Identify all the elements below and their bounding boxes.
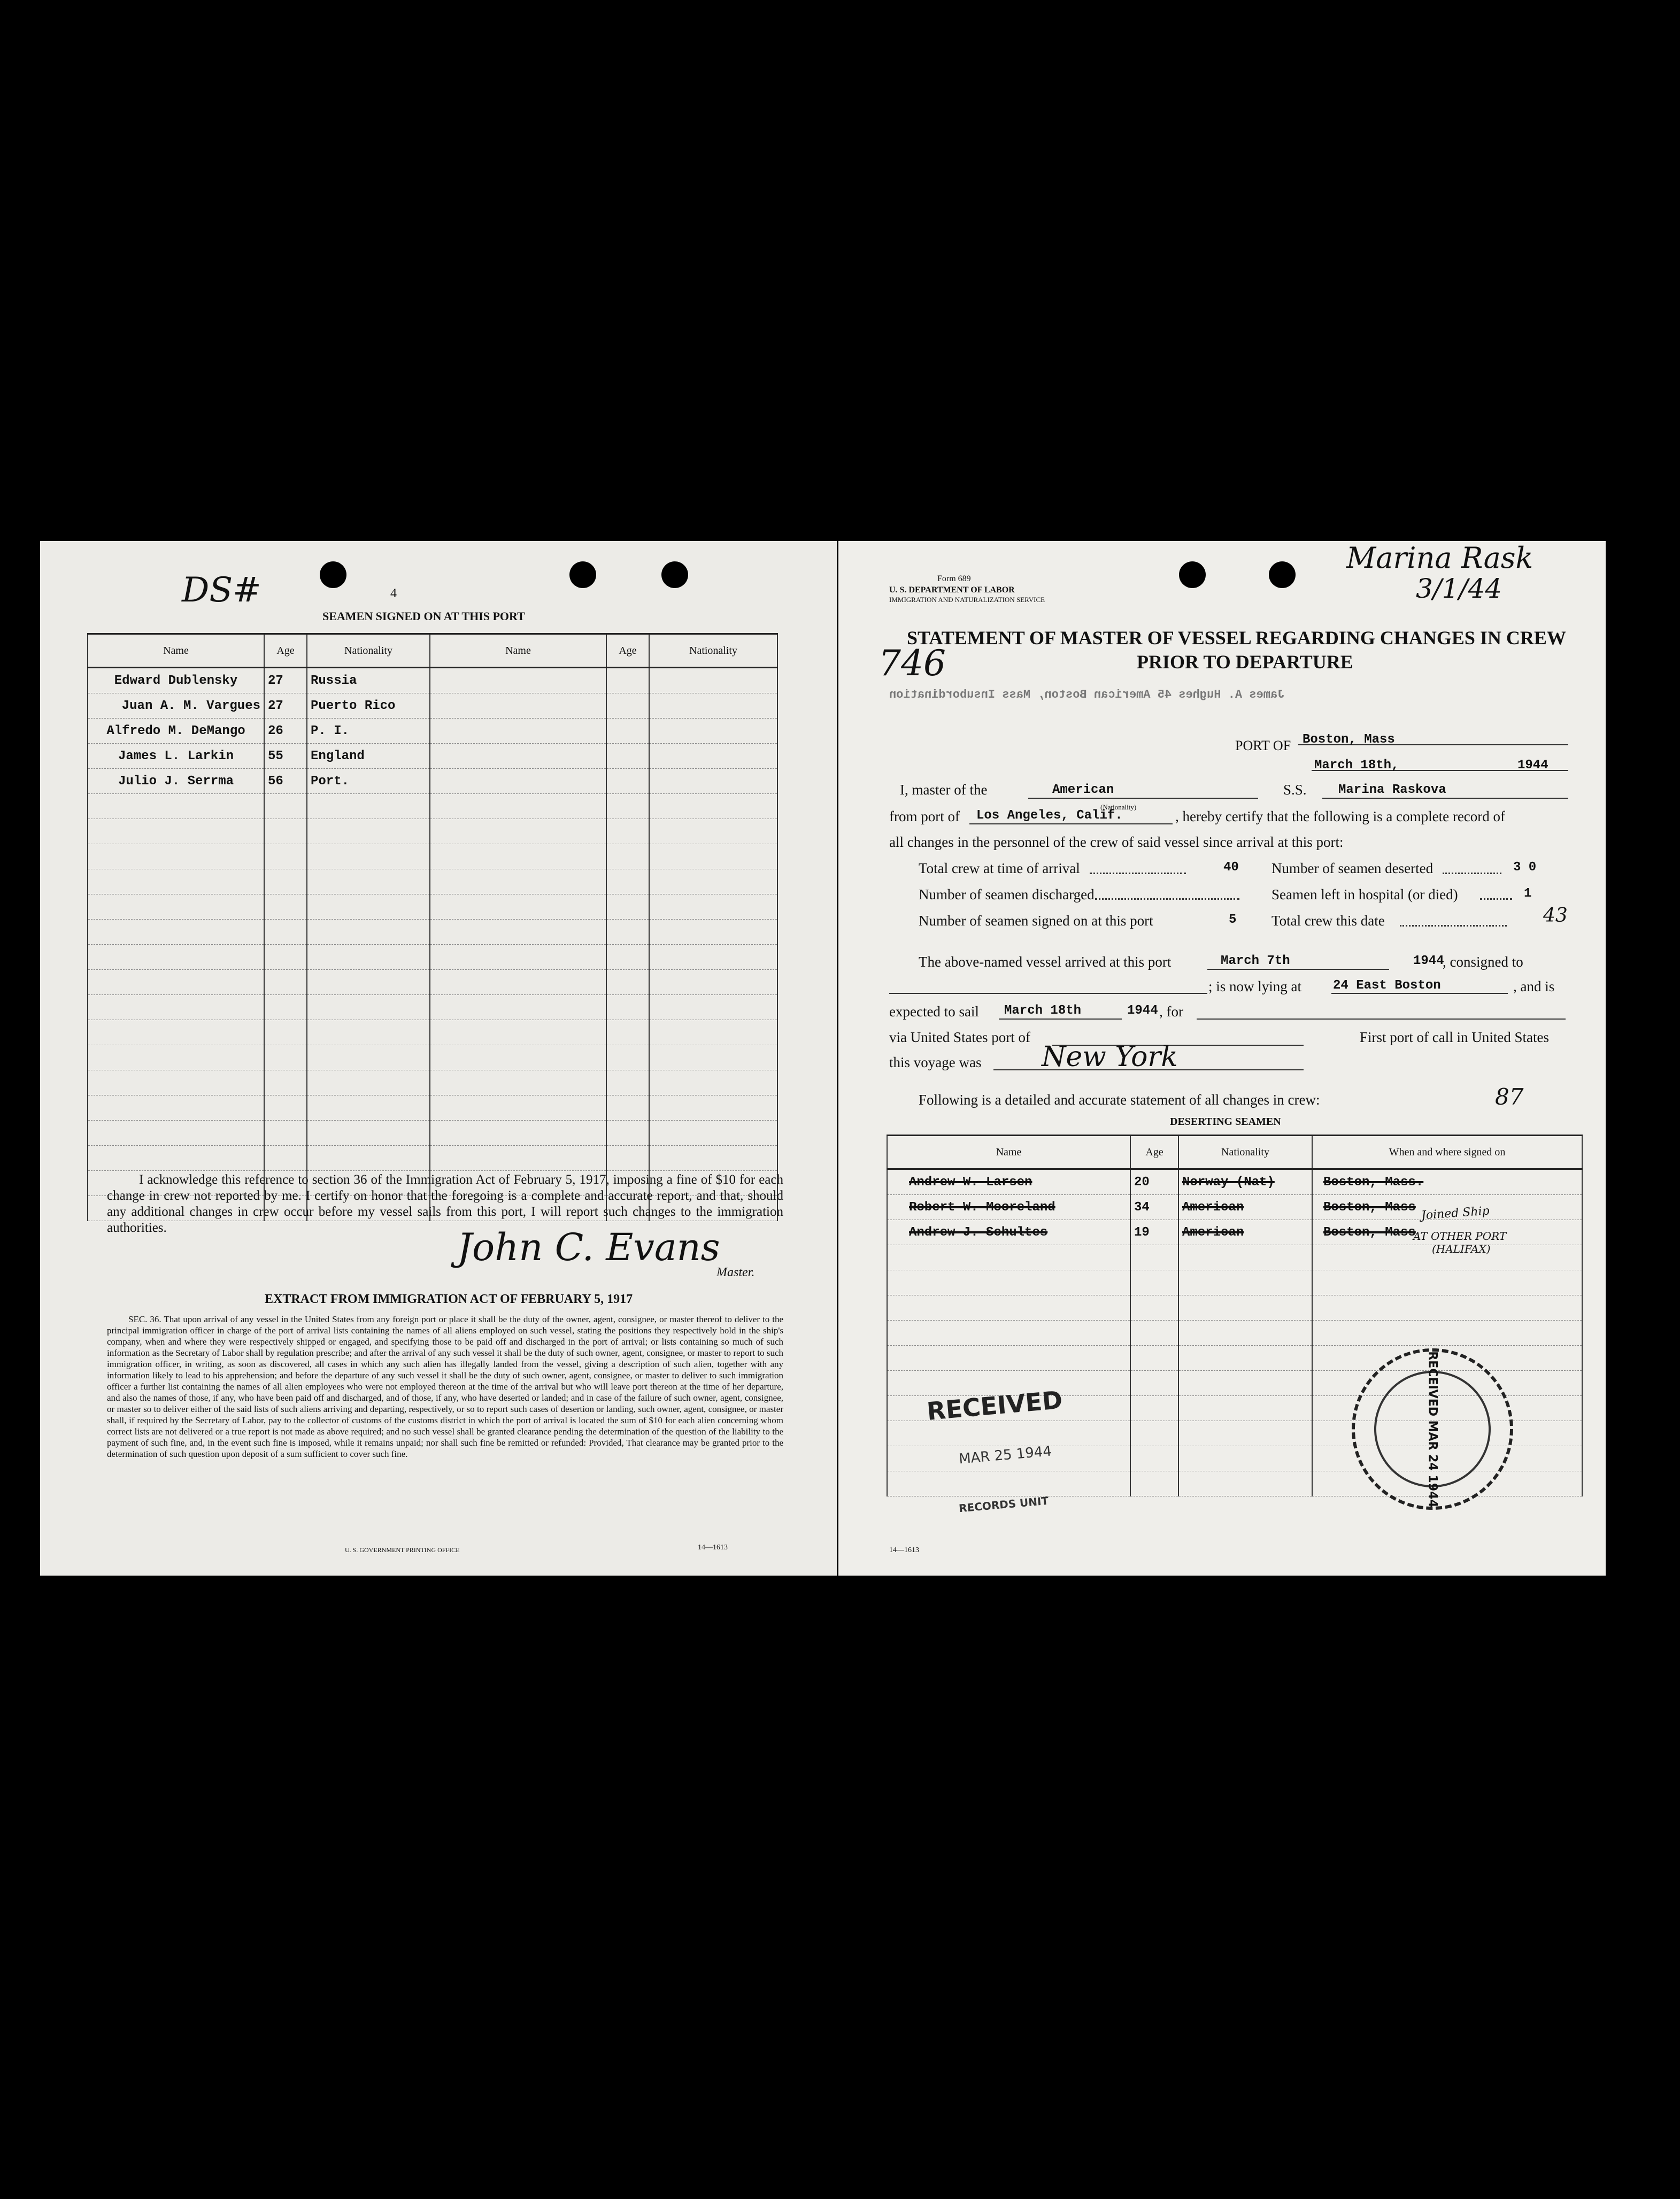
seaman-nationality: Port. bbox=[307, 769, 430, 794]
left-page bbox=[40, 541, 837, 1576]
following-label: Following is a detailed and accurate statement of all changes in crew: bbox=[919, 1092, 1320, 1108]
handwritten-87: 87 bbox=[1495, 1084, 1524, 1110]
port-label: PORT OF bbox=[1235, 738, 1291, 753]
voyage-value: New York bbox=[1042, 1041, 1178, 1073]
nationality-caption: (Nationality) bbox=[1100, 803, 1137, 811]
empty-table-row bbox=[88, 869, 777, 894]
corner-note: DS# bbox=[182, 570, 261, 610]
empty-table-row bbox=[88, 819, 777, 844]
empty-table-row bbox=[88, 844, 777, 869]
deserter-name: Andrew J. Schultes bbox=[887, 1220, 1130, 1245]
deserting-title: DESERTING SEAMEN bbox=[1170, 1116, 1281, 1128]
empty-table-row bbox=[88, 894, 777, 920]
hospital-label: Seamen left in hospital (or died) bbox=[1271, 886, 1458, 902]
deserter-nationality: Norway (Nat) bbox=[1178, 1169, 1312, 1195]
first-port-label: First port of call in United States bbox=[1360, 1029, 1549, 1045]
column-header: Age bbox=[606, 634, 649, 668]
table-row bbox=[88, 744, 777, 769]
empty-table-row bbox=[88, 1020, 777, 1045]
round-received-stamp bbox=[1352, 1348, 1513, 1510]
changes-text: all changes in the personnel of the crew of said vessel since arrival at this port: bbox=[889, 834, 1344, 850]
deserter-age: 19 bbox=[1130, 1220, 1178, 1245]
handwritten-number: 746 bbox=[878, 643, 946, 684]
service: IMMIGRATION AND NATURALIZATION SERVICE bbox=[889, 596, 1045, 604]
signed-on-label: Number of seamen signed on at this port bbox=[919, 913, 1153, 929]
empty-table-row bbox=[88, 1146, 777, 1171]
seaman-age: 55 bbox=[264, 744, 307, 769]
seaman-age: 27 bbox=[264, 693, 307, 719]
empty-table-row bbox=[88, 970, 777, 995]
table-row bbox=[88, 769, 777, 794]
and-is-label: , and is bbox=[1513, 978, 1555, 994]
hospital-value: 1 bbox=[1524, 886, 1532, 901]
discharged-label: Number of seamen discharged bbox=[919, 886, 1095, 902]
halifax-note: (HALIFAX) bbox=[1432, 1243, 1491, 1255]
punch-hole bbox=[661, 561, 688, 588]
punch-hole bbox=[1179, 561, 1206, 588]
date-value: March 18th, bbox=[1314, 758, 1399, 773]
seaman-name: James L. Larkin bbox=[88, 744, 264, 769]
master-signature: John C. Evans bbox=[457, 1225, 720, 1269]
deserter-age: 20 bbox=[1130, 1169, 1178, 1195]
deserter-signed-on: Boston, Mass bbox=[1312, 1195, 1582, 1220]
column-header: When and where signed on bbox=[1312, 1136, 1582, 1169]
year-value: 1944 bbox=[1517, 758, 1548, 773]
column-header: Name bbox=[430, 634, 606, 668]
via-label: via United States port of bbox=[889, 1029, 1030, 1045]
seaman-nationality: England bbox=[307, 744, 430, 769]
deserted-value: 3 0 bbox=[1513, 860, 1537, 875]
expected-label: expected to sail bbox=[889, 1004, 979, 1020]
deserter-nationality: American bbox=[1178, 1220, 1312, 1245]
empty-table-row bbox=[88, 920, 777, 945]
punch-hole bbox=[1269, 561, 1296, 588]
round-stamp-text: RECEIVED MAR 24 1944 bbox=[1425, 1351, 1439, 1508]
seaman-name: Edward Dublensky bbox=[88, 668, 264, 693]
empty-table-row bbox=[88, 794, 777, 819]
form-number: Form 689 bbox=[937, 574, 971, 583]
total-crew-value: 40 bbox=[1223, 860, 1239, 875]
lying-label: ; is now lying at bbox=[1208, 978, 1301, 994]
for-label: , for bbox=[1159, 1004, 1183, 1020]
certify-text: , hereby certify that the following is a complete record of bbox=[1175, 808, 1506, 824]
from-port-value: Los Angeles, Calif. bbox=[976, 808, 1123, 823]
deserter-age: 34 bbox=[1130, 1195, 1178, 1220]
deserter-signed-on: Boston, Mass bbox=[1312, 1220, 1582, 1245]
deserter-name: Robert W. Mooreland bbox=[887, 1195, 1130, 1220]
column-header: Nationality bbox=[307, 634, 430, 668]
arrived-value: March 7th bbox=[1221, 954, 1290, 968]
signed-on-value: 5 bbox=[1229, 913, 1237, 927]
empty-table-row bbox=[88, 945, 777, 970]
records-unit-stamp: RECORDS UNIT bbox=[958, 1494, 1049, 1515]
extract-text: SEC. 36. That upon arrival of any vessel in the United States from any foreign port or place it shall be the duty of the owner, agent, consignee, or master thereof to deliver to the principal immigration officer in charge of the port of arrival lists containing the names of all aliens employed on such vessel, stating the positions they respectively hold in the ship's company, when and where they were respectively shipped or engaged, and specifying those to be paid off and discharged in the port of arrival; or lists containing so much of such information as the Secretary of Labor shall by regulation prescribe; and after the arrival of any such vessel it shall be the duty of such owner, agent, consignee, or master to report to such immigration officer, in writing, as soon as discovered, all cases in which any such alien has illegally landed from the vessel, giving a description of such alien, together with any information likely to lead to his apprehension; and before the departure of any such vessel it shall be the duty of such owner, agent, consignee, or master to deliver to such immigration officer a further list containing the names of all alien employees who were not employed thereon at the time of the arrival but who will leave port thereon at the time of her departure, and also the names of those, if any, who have been paid off and discharged, and of those, if any, who have deserted or landed; and in case of the failure of such owner, agent, consignee, or master so to deliver either of the said lists of such aliens arriving and departing, respectively, or so to report such cases of desertion or landing, such owner, agent, consignee, or master shall, if required by the Secretary of Labor, pay to the collector of customs of the customs district in which the port of arrival is located the sum of $10 for each alien concerning whom correct lists are not delivered or a true report is not made as above required; and no such vessel shall be granted clearance pending the determination of the question of the liability to the payment of such fine, and, in the event such fine is imposed, while it remains unpaid; nor shall such fine be remitted or refunded: Provided, That clearance may be granted prior to the determination of such question upon deposit of a sum sufficient to cover such fine. bbox=[107, 1314, 783, 1459]
empty-table-row bbox=[88, 1121, 777, 1146]
total-crew-label: Total crew at time of arrival bbox=[919, 860, 1080, 876]
from-port-label: from port of bbox=[889, 808, 960, 824]
seaman-age: 27 bbox=[264, 668, 307, 693]
mirrored-bleed-text: James A. Hughes 45 American Boston, Mass Insubordination bbox=[889, 688, 1285, 701]
column-header: Nationality bbox=[649, 634, 777, 668]
empty-table-row bbox=[887, 1270, 1582, 1295]
expected-value: March 18th bbox=[1004, 1004, 1082, 1018]
port-value: Boston, Mass bbox=[1303, 732, 1395, 747]
master-label: Master. bbox=[716, 1266, 755, 1279]
seaman-age: 56 bbox=[264, 769, 307, 794]
arrived-label: The above-named vessel arrived at this port bbox=[919, 954, 1172, 970]
joined-ship-note: Joined Ship bbox=[1421, 1204, 1490, 1223]
acknowledgment-text: I acknowledge this reference to section 36 of the Immigration Act of February 5, 1917, imposing a fine of $10 for each change in crew not reported by me. I certify on honor that the foregoing is a complete and accurate report, and that, should any additional changes in crew occur before my vessel sails from this port, I will report such changes to the immigration authorities. bbox=[107, 1172, 783, 1235]
master-of-label: I, master of the bbox=[900, 782, 988, 798]
deserter-nationality: American bbox=[1178, 1195, 1312, 1220]
expected-year: 1944 bbox=[1127, 1004, 1158, 1018]
column-header: Nationality bbox=[1178, 1136, 1312, 1169]
right-page bbox=[838, 541, 1606, 1576]
nationality-value: American bbox=[1052, 783, 1114, 797]
seaman-name: Julio J. Serrma bbox=[88, 769, 264, 794]
ss-label: S.S. bbox=[1283, 782, 1307, 798]
page-number: 4 bbox=[390, 587, 397, 600]
seaman-name: Juan A. M. Vargues bbox=[88, 693, 264, 719]
arrived-year: 1944 bbox=[1413, 954, 1444, 968]
received-stamp-date: MAR 25 1944 bbox=[958, 1443, 1053, 1468]
handwritten-ship-note: Marina Rask bbox=[1346, 541, 1533, 575]
table-row bbox=[88, 693, 777, 719]
printer-line: U. S. GOVERNMENT PRINTING OFFICE bbox=[345, 1546, 460, 1554]
column-header: Name bbox=[887, 1136, 1130, 1169]
form-title: STATEMENT OF MASTER OF VESSEL REGARDING CHANGES IN CREW bbox=[907, 627, 1566, 649]
empty-table-row bbox=[88, 1070, 777, 1095]
seaman-nationality: Puerto Rico bbox=[307, 693, 430, 719]
empty-table-row bbox=[887, 1321, 1582, 1346]
voyage-label: this voyage was bbox=[889, 1054, 982, 1070]
form-code: 14—1613 bbox=[698, 1544, 728, 1552]
ship-name: Marina Raskova bbox=[1338, 783, 1446, 797]
column-header: Age bbox=[264, 634, 307, 668]
table-row bbox=[887, 1169, 1582, 1195]
column-header: Age bbox=[1130, 1136, 1178, 1169]
handwritten-date: 3/1/44 bbox=[1416, 573, 1502, 604]
column-header: Name bbox=[88, 634, 264, 668]
deserter-name: Andrew W. Larsen bbox=[887, 1169, 1130, 1195]
total-date-label: Total crew this date bbox=[1271, 913, 1385, 929]
department: U. S. DEPARTMENT OF LABOR bbox=[889, 585, 1015, 595]
table-row bbox=[88, 719, 777, 744]
empty-table-row bbox=[88, 995, 777, 1020]
total-date-value: 43 bbox=[1543, 905, 1568, 927]
seaman-nationality: P. I. bbox=[307, 719, 430, 744]
seaman-age: 26 bbox=[264, 719, 307, 744]
seamen-signed-on-table bbox=[87, 633, 778, 1221]
section-title: SEAMEN SIGNED ON AT THIS PORT bbox=[322, 609, 525, 623]
extract-title: EXTRACT FROM IMMIGRATION ACT OF FEBRUARY 5, 1917 bbox=[265, 1292, 633, 1306]
empty-table-row bbox=[887, 1295, 1582, 1321]
lying-value: 24 East Boston bbox=[1333, 978, 1441, 993]
received-stamp: RECEIVED bbox=[926, 1385, 1064, 1426]
form-code: 14—1613 bbox=[889, 1546, 919, 1554]
deserted-label: Number of seamen deserted bbox=[1271, 860, 1434, 876]
other-port-note: AT OTHER PORT bbox=[1413, 1230, 1507, 1243]
punch-hole bbox=[569, 561, 596, 588]
seaman-nationality: Russia bbox=[307, 668, 430, 693]
deserter-signed-on: Boston, Mass. bbox=[1312, 1169, 1582, 1195]
empty-table-row bbox=[88, 1095, 777, 1121]
consigned-label: , consigned to bbox=[1443, 954, 1523, 970]
form-subtitle: PRIOR TO DEPARTURE bbox=[1137, 651, 1353, 673]
punch-hole bbox=[320, 561, 346, 588]
table-row bbox=[88, 668, 777, 693]
empty-table-row bbox=[88, 1045, 777, 1070]
seaman-name: Alfredo M. DeMango bbox=[88, 719, 264, 744]
